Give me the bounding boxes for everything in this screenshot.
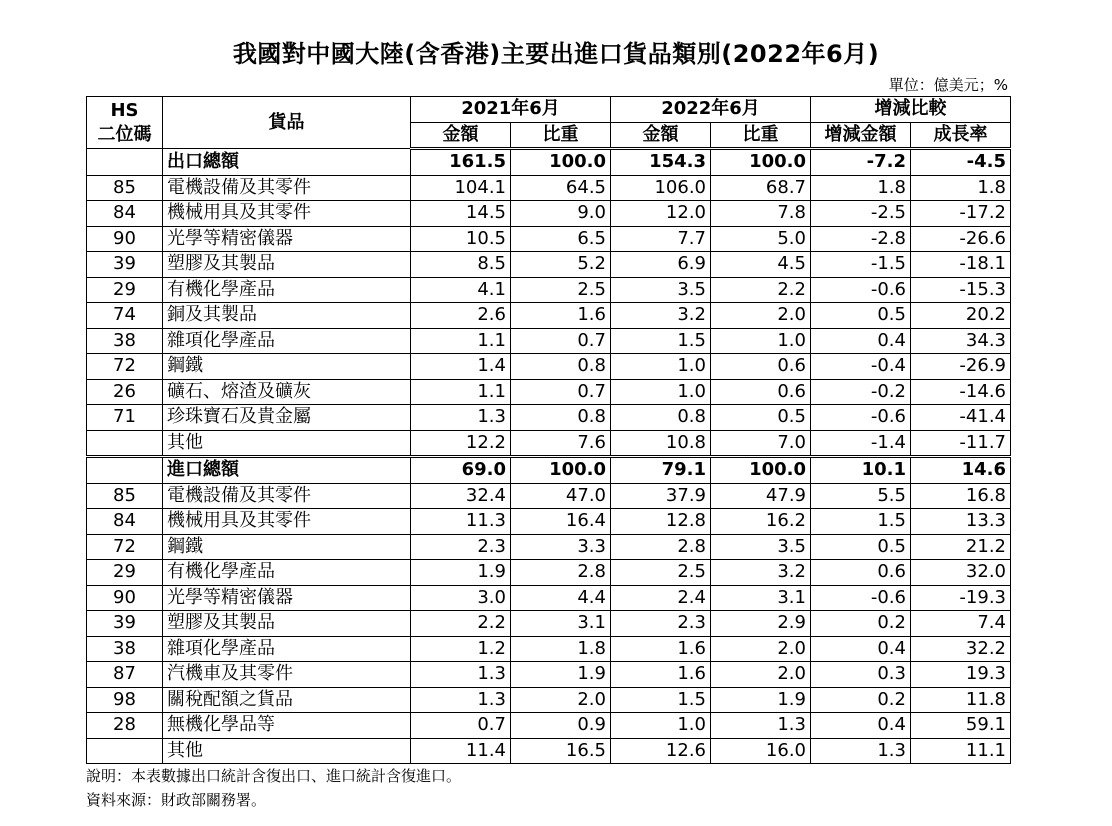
share-2021-cell: 1.9	[511, 662, 611, 688]
change-amount-cell: 0.2	[811, 687, 911, 713]
growth-rate-cell: 13.3	[911, 509, 1011, 535]
change-amount-cell: -0.6	[811, 405, 911, 431]
hs-code-cell: 87	[87, 662, 163, 688]
share-2022-cell: 47.9	[711, 483, 811, 509]
table-body	[87, 149, 1011, 764]
amount-2021-cell: 12.2	[411, 430, 511, 457]
amount-2021-cell: 1.3	[411, 662, 511, 688]
share-2021-cell: 7.6	[511, 430, 611, 457]
hs-code-cell: 98	[87, 687, 163, 713]
change-amount-header: 增減金額	[811, 122, 911, 149]
amount-header: 金額	[611, 122, 711, 149]
growth-rate-cell: -11.7	[911, 430, 1011, 457]
trade-table	[86, 96, 1011, 764]
growth-rate-cell: -41.4	[911, 405, 1011, 431]
amount-2022-cell: 3.5	[611, 277, 711, 303]
goods-name-cell: 其他	[163, 430, 411, 457]
goods-name-cell: 珍珠寶石及貴金屬	[163, 405, 411, 431]
page-title: 我國對中國大陸(含香港)主要出進口貨品類別(2022年6月)	[232, 40, 880, 68]
goods-name-cell: 雜項化學產品	[163, 636, 411, 662]
share-2021-cell: 3.3	[511, 534, 611, 560]
change-amount-cell: 10.1	[811, 457, 911, 484]
table-row	[87, 379, 1011, 405]
change-amount-cell: -0.6	[811, 585, 911, 611]
amount-2021-cell: 161.5	[411, 149, 511, 176]
hs-code-cell: 84	[87, 509, 163, 535]
table-row	[87, 201, 1011, 227]
table-row	[87, 662, 1011, 688]
amount-2021-cell: 32.4	[411, 483, 511, 509]
hs-code-cell: 85	[87, 175, 163, 201]
table-row	[87, 560, 1011, 586]
table-row	[87, 430, 1011, 457]
share-2022-cell: 1.3	[711, 713, 811, 739]
source-line: 資料來源：財政部關務署。	[86, 791, 267, 809]
growth-rate-cell: -26.9	[911, 354, 1011, 380]
table-row	[87, 252, 1011, 278]
share-2022-cell: 0.6	[711, 354, 811, 380]
share-2022-cell: 3.2	[711, 560, 811, 586]
goods-name-cell: 機械用具及其零件	[163, 509, 411, 535]
goods-name-cell: 鋼鐵	[163, 354, 411, 380]
goods-name-cell: 塑膠及其製品	[163, 611, 411, 637]
share-header: 比重	[511, 122, 611, 149]
table-row	[87, 738, 1011, 764]
amount-2021-cell: 104.1	[411, 175, 511, 201]
growth-rate-cell: -15.3	[911, 277, 1011, 303]
hs-code-cell: 38	[87, 328, 163, 354]
goods-name-cell: 雜項化學產品	[163, 328, 411, 354]
share-2021-cell: 6.5	[511, 226, 611, 252]
table-row	[87, 277, 1011, 303]
table-row	[87, 354, 1011, 380]
change-amount-cell: 0.2	[811, 611, 911, 637]
goods-name-cell: 電機設備及其零件	[163, 175, 411, 201]
goods-name-cell: 關稅配額之貨品	[163, 687, 411, 713]
hs-code-cell: 90	[87, 226, 163, 252]
change-amount-cell: 0.4	[811, 713, 911, 739]
amount-2022-cell: 2.8	[611, 534, 711, 560]
table-row	[87, 483, 1011, 509]
amount-2022-cell: 1.6	[611, 662, 711, 688]
amount-2021-cell: 4.1	[411, 277, 511, 303]
growth-rate-header: 成長率	[911, 122, 1011, 149]
table-row	[87, 226, 1011, 252]
growth-rate-cell: 1.8	[911, 175, 1011, 201]
unit-label: 單位：億美元；%	[888, 76, 1008, 94]
amount-2021-cell: 2.2	[411, 611, 511, 637]
goods-name-cell: 有機化學產品	[163, 277, 411, 303]
growth-rate-cell: -4.5	[911, 149, 1011, 176]
share-2022-cell: 5.0	[711, 226, 811, 252]
table-row	[87, 303, 1011, 329]
amount-2022-cell: 2.3	[611, 611, 711, 637]
growth-rate-cell: 16.8	[911, 483, 1011, 509]
amount-2022-cell: 1.0	[611, 713, 711, 739]
share-2022-cell: 1.0	[711, 328, 811, 354]
growth-rate-cell: -19.3	[911, 585, 1011, 611]
amount-2022-cell: 1.0	[611, 379, 711, 405]
share-2021-cell: 47.0	[511, 483, 611, 509]
table-row	[87, 713, 1011, 739]
hs-code-cell: 74	[87, 303, 163, 329]
amount-2022-cell: 6.9	[611, 252, 711, 278]
amount-2021-cell: 11.4	[411, 738, 511, 764]
amount-2021-cell: 14.5	[411, 201, 511, 227]
hs-code-cell: 72	[87, 534, 163, 560]
table-row	[87, 509, 1011, 535]
hs-code-cell: 38	[87, 636, 163, 662]
hs-code-cell: 29	[87, 560, 163, 586]
share-2021-cell: 2.0	[511, 687, 611, 713]
share-2022-cell: 3.5	[711, 534, 811, 560]
table-row	[87, 328, 1011, 354]
goods-name-cell: 塑膠及其製品	[163, 252, 411, 278]
share-2022-cell: 7.0	[711, 430, 811, 457]
amount-2022-cell: 10.8	[611, 430, 711, 457]
share-2021-cell: 64.5	[511, 175, 611, 201]
amount-2022-cell: 12.8	[611, 509, 711, 535]
amount-2022-cell: 79.1	[611, 457, 711, 484]
change-amount-cell: -0.2	[811, 379, 911, 405]
share-2022-cell: 16.2	[711, 509, 811, 535]
hs-code-cell: 26	[87, 379, 163, 405]
hs-code-header	[87, 97, 163, 149]
share-2021-cell: 9.0	[511, 201, 611, 227]
amount-2021-cell: 1.9	[411, 560, 511, 586]
share-2022-cell: 7.8	[711, 201, 811, 227]
share-2021-cell: 1.6	[511, 303, 611, 329]
share-2022-cell: 2.9	[711, 611, 811, 637]
share-2021-cell: 2.5	[511, 277, 611, 303]
share-2021-cell: 4.4	[511, 585, 611, 611]
amount-2021-cell: 1.4	[411, 354, 511, 380]
goods-name-cell: 銅及其製品	[163, 303, 411, 329]
hs-code-cell: 39	[87, 252, 163, 278]
table-row	[87, 405, 1011, 431]
period1-header: 2021年6月	[411, 97, 611, 123]
amount-2021-cell: 69.0	[411, 457, 511, 484]
share-2021-cell: 1.8	[511, 636, 611, 662]
hs-code-cell	[87, 457, 163, 484]
change-amount-cell: 0.6	[811, 560, 911, 586]
amount-2022-cell: 7.7	[611, 226, 711, 252]
growth-rate-cell: 20.2	[911, 303, 1011, 329]
goods-name-cell: 進口總額	[163, 457, 411, 484]
goods-header: 貨品	[163, 97, 411, 149]
table-row	[87, 585, 1011, 611]
amount-2021-cell: 1.2	[411, 636, 511, 662]
change-amount-cell: -0.6	[811, 277, 911, 303]
amount-2022-cell: 3.2	[611, 303, 711, 329]
share-2022-cell: 2.0	[711, 662, 811, 688]
hs-code-cell	[87, 430, 163, 457]
export-total-row	[87, 149, 1011, 176]
share-2022-cell: 16.0	[711, 738, 811, 764]
amount-2022-cell: 37.9	[611, 483, 711, 509]
share-2021-cell: 2.8	[511, 560, 611, 586]
table-row	[87, 611, 1011, 637]
table-row	[87, 534, 1011, 560]
amount-2021-cell: 1.3	[411, 687, 511, 713]
hs-code-cell: 39	[87, 611, 163, 637]
share-2022-cell: 2.0	[711, 636, 811, 662]
goods-name-cell: 礦石、熔渣及礦灰	[163, 379, 411, 405]
amount-2022-cell: 106.0	[611, 175, 711, 201]
amount-2021-cell: 11.3	[411, 509, 511, 535]
amount-header: 金額	[411, 122, 511, 149]
growth-rate-cell: 11.8	[911, 687, 1011, 713]
change-amount-cell: -1.5	[811, 252, 911, 278]
amount-2022-cell: 2.4	[611, 585, 711, 611]
share-2021-cell: 0.7	[511, 328, 611, 354]
amount-2021-cell: 0.7	[411, 713, 511, 739]
amount-2021-cell: 10.5	[411, 226, 511, 252]
growth-rate-cell: -14.6	[911, 379, 1011, 405]
note-line: 說明：本表數據出口統計含復出口、進口統計含復進口。	[86, 767, 462, 785]
amount-2022-cell: 1.5	[611, 328, 711, 354]
amount-2022-cell: 12.6	[611, 738, 711, 764]
header-row-1	[87, 97, 1011, 123]
growth-rate-cell: -17.2	[911, 201, 1011, 227]
goods-name-cell: 鋼鐵	[163, 534, 411, 560]
goods-name-cell: 出口總額	[163, 149, 411, 176]
change-amount-cell: 0.4	[811, 328, 911, 354]
hs-code-cell	[87, 738, 163, 764]
share-2022-cell: 2.2	[711, 277, 811, 303]
amount-2022-cell: 1.0	[611, 354, 711, 380]
share-2021-cell: 0.8	[511, 405, 611, 431]
hs-code-cell	[87, 149, 163, 176]
share-header: 比重	[711, 122, 811, 149]
amount-2021-cell: 2.6	[411, 303, 511, 329]
amount-2022-cell: 12.0	[611, 201, 711, 227]
growth-rate-cell: 32.0	[911, 560, 1011, 586]
goods-name-cell: 機械用具及其零件	[163, 201, 411, 227]
goods-name-cell: 光學等精密儀器	[163, 585, 411, 611]
amount-2021-cell: 3.0	[411, 585, 511, 611]
share-2022-cell: 2.0	[711, 303, 811, 329]
amount-2022-cell: 1.6	[611, 636, 711, 662]
share-2021-cell: 16.4	[511, 509, 611, 535]
share-2021-cell: 0.8	[511, 354, 611, 380]
share-2021-cell: 0.7	[511, 379, 611, 405]
growth-rate-cell: 14.6	[911, 457, 1011, 484]
change-amount-cell: -1.4	[811, 430, 911, 457]
import-total-row	[87, 457, 1011, 484]
share-2021-cell: 3.1	[511, 611, 611, 637]
share-2022-cell: 100.0	[711, 457, 811, 484]
growth-rate-cell: 19.3	[911, 662, 1011, 688]
share-2021-cell: 16.5	[511, 738, 611, 764]
change-header: 增減比較	[811, 97, 1011, 123]
period2-header: 2022年6月	[611, 97, 811, 123]
amount-2021-cell: 1.1	[411, 328, 511, 354]
growth-rate-cell: 34.3	[911, 328, 1011, 354]
hs-code-cell: 85	[87, 483, 163, 509]
table-row	[87, 175, 1011, 201]
table-row	[87, 636, 1011, 662]
hs-code-cell: 29	[87, 277, 163, 303]
table-row	[87, 687, 1011, 713]
change-amount-cell: -2.8	[811, 226, 911, 252]
share-2022-cell: 0.5	[711, 405, 811, 431]
hs-code-cell: 71	[87, 405, 163, 431]
change-amount-cell: 0.3	[811, 662, 911, 688]
goods-name-cell: 其他	[163, 738, 411, 764]
change-amount-cell: 1.8	[811, 175, 911, 201]
change-amount-cell: 1.3	[811, 738, 911, 764]
amount-2022-cell: 0.8	[611, 405, 711, 431]
growth-rate-cell: -18.1	[911, 252, 1011, 278]
change-amount-cell: -0.4	[811, 354, 911, 380]
goods-name-cell: 電機設備及其零件	[163, 483, 411, 509]
amount-2022-cell: 154.3	[611, 149, 711, 176]
change-amount-cell: 1.5	[811, 509, 911, 535]
share-2021-cell: 100.0	[511, 457, 611, 484]
amount-2021-cell: 8.5	[411, 252, 511, 278]
change-amount-cell: 5.5	[811, 483, 911, 509]
hs-header-line1: HS	[110, 99, 139, 121]
footnotes	[86, 764, 461, 812]
growth-rate-cell: -26.6	[911, 226, 1011, 252]
share-2021-cell: 0.9	[511, 713, 611, 739]
hs-code-cell: 72	[87, 354, 163, 380]
hs-code-cell: 90	[87, 585, 163, 611]
hs-code-cell: 28	[87, 713, 163, 739]
share-2022-cell: 3.1	[711, 585, 811, 611]
growth-rate-cell: 32.2	[911, 636, 1011, 662]
growth-rate-cell: 21.2	[911, 534, 1011, 560]
goods-name-cell: 汽機車及其零件	[163, 662, 411, 688]
growth-rate-cell: 59.1	[911, 713, 1011, 739]
goods-name-cell: 無機化學品等	[163, 713, 411, 739]
growth-rate-cell: 7.4	[911, 611, 1011, 637]
change-amount-cell: -7.2	[811, 149, 911, 176]
share-2022-cell: 1.9	[711, 687, 811, 713]
change-amount-cell: 0.5	[811, 303, 911, 329]
share-2022-cell: 4.5	[711, 252, 811, 278]
goods-name-cell: 光學等精密儀器	[163, 226, 411, 252]
amount-2021-cell: 1.3	[411, 405, 511, 431]
amount-2021-cell: 1.1	[411, 379, 511, 405]
amount-2021-cell: 2.3	[411, 534, 511, 560]
hs-header-line2: 二位碼	[97, 123, 152, 145]
goods-name-cell: 有機化學產品	[163, 560, 411, 586]
share-2021-cell: 100.0	[511, 149, 611, 176]
share-2022-cell: 68.7	[711, 175, 811, 201]
share-2022-cell: 100.0	[711, 149, 811, 176]
growth-rate-cell: 11.1	[911, 738, 1011, 764]
share-2022-cell: 0.6	[711, 379, 811, 405]
change-amount-cell: 0.5	[811, 534, 911, 560]
change-amount-cell: -2.5	[811, 201, 911, 227]
amount-2022-cell: 1.5	[611, 687, 711, 713]
amount-2022-cell: 2.5	[611, 560, 711, 586]
change-amount-cell: 0.4	[811, 636, 911, 662]
share-2021-cell: 5.2	[511, 252, 611, 278]
hs-code-cell: 84	[87, 201, 163, 227]
